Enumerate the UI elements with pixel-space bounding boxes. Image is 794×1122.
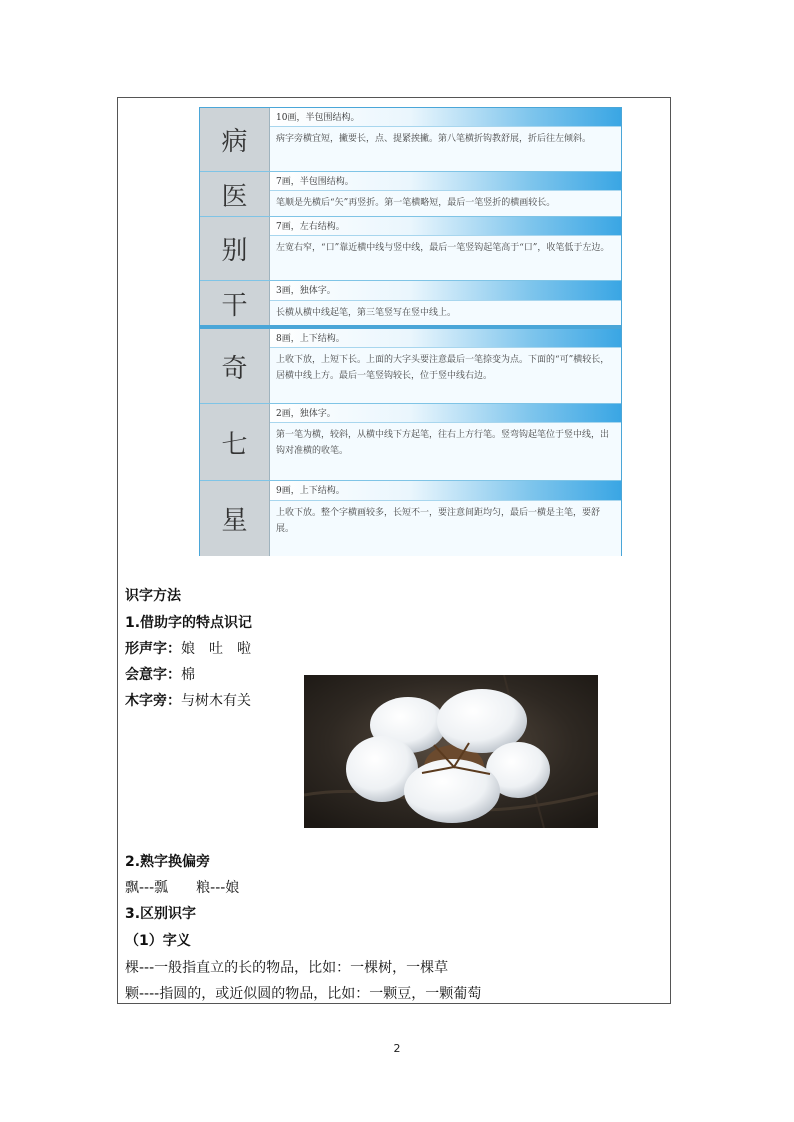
section-title: 识字方法 — [125, 588, 181, 604]
char-row — [200, 481, 621, 556]
char-cell: 病 — [200, 108, 270, 171]
char-row — [200, 281, 621, 325]
char-desc: 长横从横中线起笔，第三笔竖写在竖中线上。 — [270, 300, 621, 325]
value: 与树木有关 — [181, 693, 251, 709]
char-row — [200, 217, 621, 281]
char-cell: 七 — [200, 404, 270, 480]
method-2-line: 飘---瓢 粮---娘 — [125, 880, 240, 896]
char-head: 10画，半包围结构。 — [270, 108, 621, 128]
char-desc: 笔顺是先横后“矢”再竖折。第一笔横略短，最后一笔竖折的横画较长。 — [270, 190, 621, 216]
char-desc: 第一笔为横，较斜，从横中线下方起笔，往右上方行笔。竖弯钩起笔位于竖中线，出钩对准横的收笔。 — [270, 422, 621, 480]
char-row — [200, 329, 621, 404]
method-1-title: 1.借助字的特点识记 — [125, 615, 253, 631]
stroke-guide-chart — [199, 107, 622, 557]
char-head: 8画，上下结构。 — [270, 329, 621, 349]
label: 形声字： — [125, 641, 181, 657]
char-head: 7画，半包围结构。 — [270, 172, 621, 192]
char-desc: 病字旁横宜短，撇要长，点、提紧挨撇。第八笔横折钩教舒展，折后往左倾斜。 — [270, 126, 621, 171]
method-1-line-1 — [125, 638, 251, 658]
label: 会意字： — [125, 667, 181, 683]
page-number: 2 — [393, 1042, 401, 1055]
value: 娘 吐 啦 — [181, 641, 251, 657]
method-2-title: 2.熟字换偏旁 — [125, 854, 211, 870]
char-row — [200, 404, 621, 481]
char-cell: 星 — [200, 481, 270, 556]
method-3-title: 3.区别识字 — [125, 906, 197, 922]
char-head: 2画，独体字。 — [270, 404, 621, 424]
label: 木字旁： — [125, 693, 181, 709]
method-1-line-3 — [125, 690, 251, 710]
char-row — [200, 108, 621, 172]
char-cell: 奇 — [200, 329, 270, 403]
char-desc: 左宽右窄，“口”靠近横中线与竖中线，最后一笔竖钩起笔高于“口”，收笔低于左边。 — [270, 235, 621, 280]
char-desc: 上收下放。整个字横画较多，长短不一，要注意间距均匀，最后一横是主笔，要舒展。 — [270, 500, 621, 556]
char-head: 3画，独体字。 — [270, 281, 621, 301]
method-3-line-2: 颗----指圆的，或近似圆的物品，比如：一颗豆，一颗葡萄 — [125, 986, 482, 1002]
stroke-group-2 — [199, 326, 622, 556]
cotton-photo — [304, 675, 598, 828]
char-desc: 上收下放，上短下长。上面的大字头要注意最后一笔捺变为点。下面的“可”横较长，居横中线上方。最后一笔竖钩较长，位于竖中线右边。 — [270, 347, 621, 403]
method-1-line-2 — [125, 664, 195, 684]
char-cell: 别 — [200, 217, 270, 280]
char-head: 9画，上下结构。 — [270, 481, 621, 501]
char-head: 7画，左右结构。 — [270, 217, 621, 237]
char-cell: 干 — [200, 281, 270, 325]
char-cell: 医 — [200, 172, 270, 216]
char-row — [200, 172, 621, 217]
value: 棉 — [181, 667, 195, 683]
stroke-group-1 — [199, 107, 622, 326]
method-3-line-1: 棵---一般指直立的长的物品，比如：一棵树，一棵草 — [125, 960, 449, 976]
method-3-subtitle: （1）字义 — [125, 933, 191, 949]
